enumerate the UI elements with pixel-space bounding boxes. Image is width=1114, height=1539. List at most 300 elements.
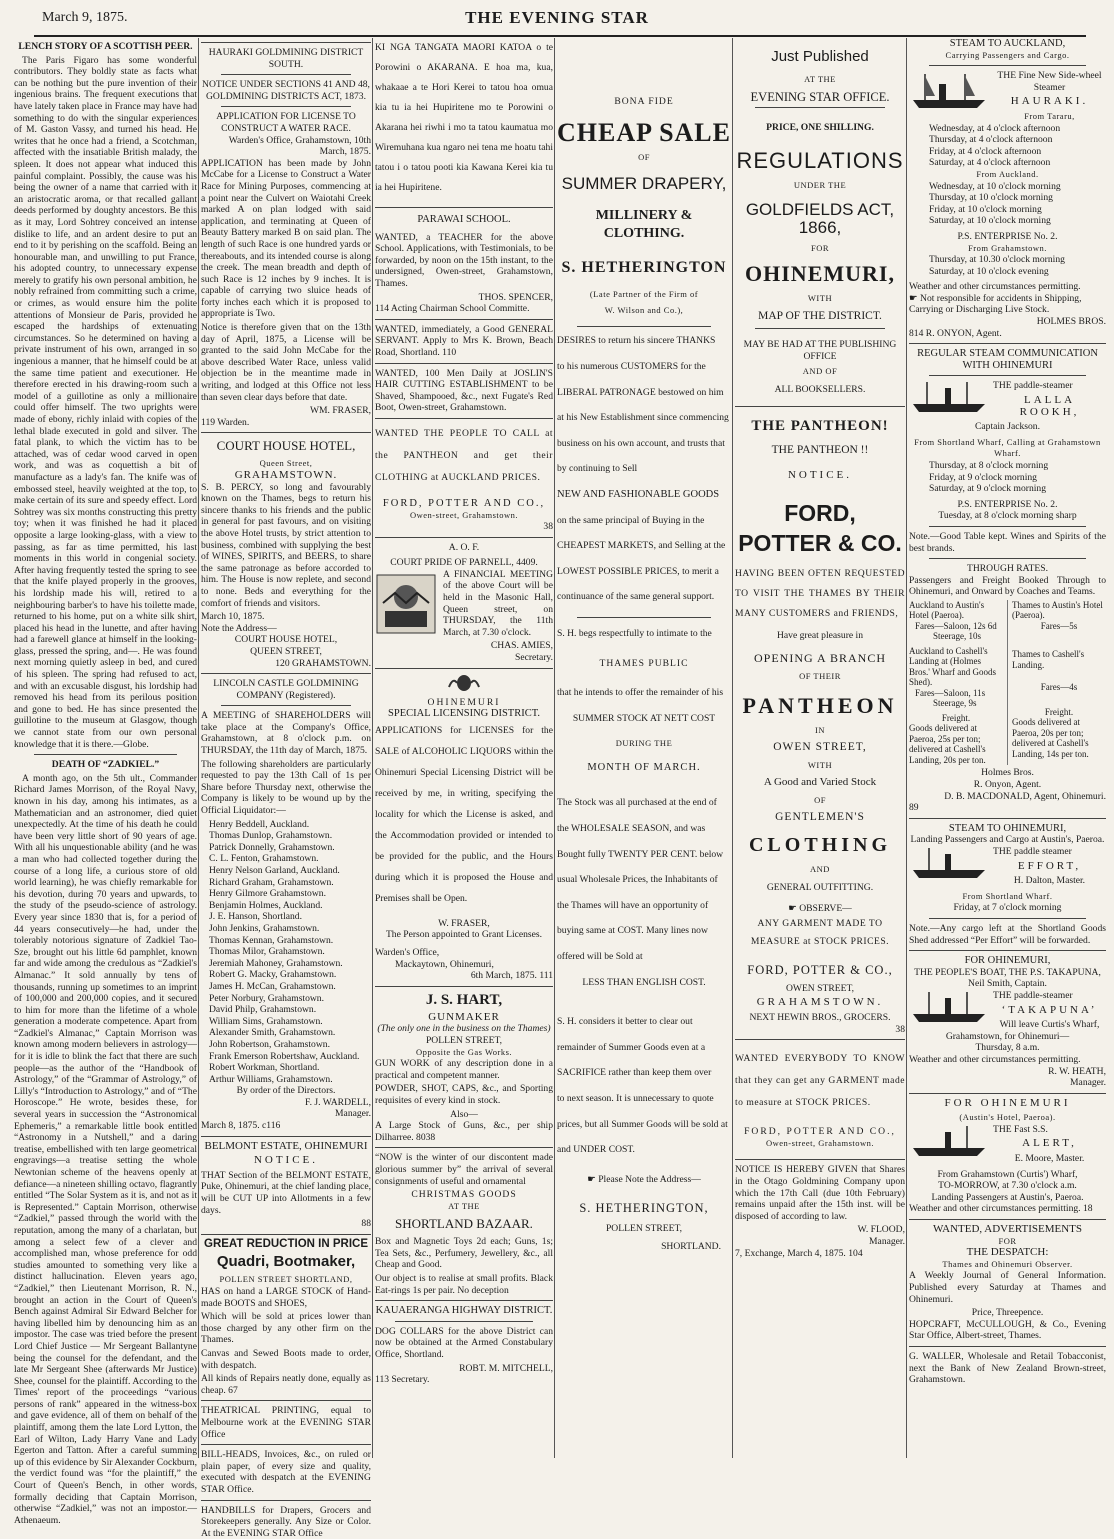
divider (221, 74, 351, 75)
ford-potter-3: FORD, POTTER AND CO., (735, 1126, 905, 1138)
considers-block (557, 1016, 731, 1156)
notice-sections: NOTICE UNDER SECTIONS 41 AND 48, GOLDMINING DISTRICTS ACT, 1873. (201, 79, 371, 102)
rates-table (909, 600, 1106, 766)
friday-time: Friday, at 7 o'clock morning (909, 902, 1106, 914)
list-item: Arthur Williams, Grahamstown. (209, 1074, 371, 1086)
column-separator (554, 38, 555, 1458)
theatrical-text: THEATRICAL PRINTING, equal to Melbourne work at the EVENING STAR Office (201, 1405, 371, 1440)
not-responsible-text: Not responsible for accidents in Shipping, Carrying or Discharging Live Stock. (909, 293, 1081, 316)
wilson: W. Wilson and Co.), (557, 305, 731, 317)
ohinemuri: OHINEMURI, (735, 261, 905, 287)
not-responsible (909, 293, 1106, 316)
auckland-times (909, 181, 1106, 227)
issue-date: March 9, 1875. (42, 10, 128, 26)
at-the: AT THE (735, 74, 905, 86)
with-label-2: WITH (735, 760, 905, 772)
secretary-line: 113 Secretary. (375, 1374, 553, 1386)
list-item: Patrick Donnelly, Grahamstown. (209, 842, 371, 854)
opposite-gasworks: Opposite the Gas Works. (375, 1047, 553, 1059)
text-line: SUMMER STOCK AT NETT COST (557, 713, 731, 725)
ford-potter-2: FORD, POTTER & CO., (735, 961, 905, 979)
list-item: Frank Emerson Robertshaw, Auckland. (209, 1051, 371, 1063)
quadri-text3: Canvas and Sewed Boots made to order, with despatch. (201, 1348, 371, 1371)
water-race-notice: Notice is therefore given that on the 13th day of April, 1875, a License will be granted to the said John McCabe for the above described Water Race, unless valid objection be in the meantime made in writing, and lodged at this Office not less than seven clear days before that date. (201, 322, 371, 403)
only-one: (The only one in the business on the Thames) (375, 1023, 553, 1035)
shareholder-list (201, 819, 371, 1086)
passengers-text: Passengers and Freight Booked Through to Ohinemuri, and Onward by Coaches and Teams. (909, 575, 1106, 598)
divider (577, 617, 711, 618)
rates-right (1008, 600, 1106, 766)
text-line: continuance of the same general support. (557, 591, 731, 603)
list-item: Thursday, at 4 o'clock afternoon (929, 134, 1106, 146)
steamship-icon (909, 990, 989, 1024)
list-item: Friday, at 10 o'clock morning (929, 204, 1106, 216)
list-item: Peter Norbury, Grahamstown. (209, 993, 371, 1005)
mitchell-signature: ROBT. M. MITCHELL, (375, 1363, 553, 1375)
teacher-text: WANTED, a TEACHER for the above School. Applications, with Testimonials, to be forwarded, by noon on the 15th instant, to the undersigned, Owen-street, Grahamstown, Thames. (375, 232, 553, 290)
death-text: A month ago, on the 5th ult., Commander Richard James Morrison, of the Royal Navy, known in his day, among his intimates, as a Mathematician and an astronomer, died quiet unexpectedly. At the time of his death he could have been very little short of 90 years of age. With all his unquestionable ability (and he was a man who had collected together during the course of a long life, a curious store of old world learning), he was chiefly remarkable for his devotion, during 70 years and upwards, to the study of the pseudo-science of astrology. Every year since 1830 that is, for a period of 44 years consecutively—he had, under the tolerably notorious signature of Zadkiel Tao-Sze, brought out his little 6d pamphlet, known far and wide among the credulous as “Zadkiel's Almanac.” It sold annually by tens of thousands, running up sometimes to an imprint of 100,000 and 200,000 copies, and it secured to him for more than the lifetime of a whole generation a moderate competence. Apart from “Zadkiel's Almanac,” Captain Morrison was known among modern believers in astrology—for it is idle to blink the fact that there are such people—as the author of the “Handbook of Astrology,” of the “Grammar of Astrology,” of Lilly's “Introduction to Astrology,” and of “The Horoscope.” He wrote, besides these, for several years in succession the “Astronomical Ephemeris,” a remarkable little book entitled “Astronomy in a Nutshell,” and a daring treatise, embellished with ten large geometrical engravings—a treatise setting the whole Newtonian scheme of the heavens openly at defiance—a nineteen shilling octavo, flagrantly entitled “The Solar System as it is, and not as it is Represented.” Captain Morrison, otherwise “Zadkiel,” passed through the world with the reputation, among the many of a charlatan, but among a select few of a clever and accomplished man, whose preference for odd studies amounted to something very like a distinct hallucination. Eleven years ago, “Zadkiel,” then Lieutenant Morrison, R. N., brought an action in the Court of Queen's Bench against Admiral Sir Edward Belcher for having libelled him by denouncing him as an impostor. The case was tried before the present Lord Chief Justice — Mr Sergeant Ballantyne being the counsel for the defendant, and the late Mr Sergeant Shee (afterwards Mr Justice) Shee, counsel for the plaintiff. According to the Times' report of the proceedings “various persons of rank” appeared in the witness-box and gave evidence, all of them on behalf of the plaintiff, among them the late Lord Lytton, the Earl of Wilton, Lady Harry Vane and Lady Egerton and Tatton. After a careful summing up of this evidence by Sir Alexander Cockburn, the verdict found was “for the plaintiff,” the Court of Queen's Bench, in other words, formally deciding that Captain Morrison, otherwise “Zadkiel,” was not an impostor.—Athenaeum. (14, 773, 197, 1527)
from-tararu: From Tararu, (909, 111, 1106, 123)
gunmaker-title: GUNMAKER (375, 1012, 553, 1024)
divider (221, 705, 351, 706)
billheads-text: BILL-HEADS, Invoices, &c., on ruled or plain paper, of every size and quality, executed with despatch at the EVENING STAR Office. (201, 1449, 371, 1495)
alert: ALERT, (909, 1138, 1106, 1150)
pointing-hand-icon: ☛ (587, 1174, 596, 1185)
column-separator (906, 38, 907, 1458)
onyon-agent-2: R. Onyon, Agent. (909, 779, 1106, 791)
divider (735, 1039, 905, 1040)
great-reduction: GREAT REDUCTION IN PRICE (201, 1239, 371, 1251)
general-outfitting: GENERAL OUTFITTING. (735, 882, 905, 894)
christmas-goods: CHRISTMAS GOODS (375, 1189, 553, 1201)
powder-text: POWDER, SHOT, CAPS, &c., and Sporting requisites of every kind in stock. (375, 1083, 553, 1106)
list-item: C. L. Fenton, Grahamstown. (209, 853, 371, 865)
column-separator (372, 38, 373, 1458)
cheap-sale: CHEAP SALE (557, 120, 731, 146)
clothing: CLOTHING (735, 832, 905, 858)
rate-line: Goods delivered at Paeroa, 20s per ton; delivered at Cashell's Landing, 14s per ton. (1012, 717, 1106, 759)
royal-arms-icon (447, 673, 481, 693)
shortland-times (909, 460, 1106, 495)
steam-to-ohinemuri: STEAM TO OHINEMURI, (909, 823, 1106, 835)
pointing-hand-icon: ☛ (788, 903, 797, 914)
list-item: Friday, at 9 o'clock morning (929, 472, 1106, 484)
newspaper-title: THE EVENING STAR (0, 8, 1114, 28)
quadri-text: HAS on hand a LARGE STOCK of Hand-made BOOTS and SHOES, (201, 1286, 371, 1309)
divider (375, 363, 553, 364)
month-of-march: MONTH OF MARCH. (557, 762, 731, 774)
observe-text: OBSERVE— (799, 903, 852, 914)
court-parnell: COURT PRIDE OF PARNELL, 4409. (375, 557, 553, 569)
goldfields-act: GOLDFIELDS ACT, 1866, (735, 201, 905, 237)
fraser-signature: W. FRASER, (375, 918, 553, 930)
aof-title: A. O. F. (375, 542, 553, 554)
will-leave: Will leave Curtis's Wharf, Grahamstown, for Ohinemuri— (909, 1019, 1106, 1042)
list-item: Thursday, at 10.30 o'clock morning (929, 254, 1106, 266)
divider (375, 207, 553, 208)
during-the: DURING THE (557, 738, 731, 750)
maori-notice (375, 38, 553, 198)
pantheon-big: PANTHEON (735, 693, 905, 719)
owen-street: OWEN STREET, (735, 742, 905, 754)
for-label: FOR (735, 243, 905, 255)
spencer-role: 114 Acting Chairman School Committe. (375, 303, 553, 315)
column-separator (732, 38, 733, 1458)
lalla-rookh: LALLA ROOKH, (909, 395, 1106, 418)
rate-line: Steerage, 10s (909, 631, 1003, 642)
order-directors: By order of the Directors. (201, 1085, 371, 1097)
ad-number: 120 GRAHAMSTOWN. (201, 658, 371, 670)
observe (735, 903, 905, 915)
carrying: Carrying Passengers and Cargo. (909, 50, 1106, 62)
please-note (557, 1174, 731, 1186)
quadri-title: Quadri, Bootmaker, (201, 1253, 371, 1271)
macdonald-agent: D. B. MACDONALD, Agent, Ohinemuri. (909, 791, 1106, 803)
austins-hotel: (Austin's Hotel, Paeroa). (909, 1112, 1106, 1124)
foresters-emblem-icon (375, 573, 437, 635)
rate-line: Fares—Saloon, 12s 6d (909, 621, 1003, 632)
divider (201, 1136, 371, 1137)
pollen-street: POLLEN STREET, (557, 1223, 731, 1235)
text-line: prices, but all Summer Goods will be sold at (557, 1119, 731, 1131)
text-line: SACRIFICE rather than keep them over (557, 1067, 731, 1079)
text-line: that he intends to offer the remainder of his (557, 687, 731, 699)
peoples-boat: THE PEOPLE'S BOAT, THE P.S. TAKAPUNA, (909, 967, 1106, 979)
column-separator (198, 38, 199, 1458)
list-item: James H. McCan, Grahamstown. (209, 981, 371, 993)
text-line: CHEAPEST MARKETS, and Selling at the (557, 540, 731, 552)
divider (201, 1400, 371, 1401)
may-be-had: MAY BE HAD AT THE PUBLISHING OFFICE (735, 339, 905, 362)
divider (909, 950, 1106, 951)
hetherington-title: S. HETHERINGTON (557, 259, 731, 277)
paddle-steamer-3: THE paddle-steamer (909, 990, 1106, 1002)
ad-number: 38 (375, 521, 553, 533)
thames-observer: Thames and Ohinemuri Observer. (909, 1259, 1106, 1271)
belmont-title: BELMONT ESTATE, OHINEMURI (201, 1141, 371, 1153)
fast-ss: THE Fast S.S. (909, 1124, 1106, 1136)
text-line: LOWEST POSSIBLE PRICES, to merit a (557, 566, 731, 578)
good-varied-stock: A Good and Varied Stock (735, 777, 905, 789)
rates-left (909, 600, 1008, 766)
note-address: Note the Address— (201, 623, 371, 635)
ford-potter-co: FORD, POTTER & CO. (735, 498, 905, 558)
water-race-text: APPLICATION has been made by John McCabe for a License to Construct a Water Race for Mining Purposes, commencing at a point near the Culvert on Waiotahi Creek marked A on plan lodged with said application, and terminating at Queen of Beauty Battery marked B on said plan. The length of such Race is one hundred yards or thereabouts, and its intended course is along the creek. The mean breadth and depth of such Race is 12 inches by 9 inches. It is capable of carrying two sluice heads of forty inches each which it is proposed to appropriate is Two. (201, 158, 371, 320)
ad-number: 119 Warden. (201, 417, 371, 429)
steamship-icon (909, 70, 989, 112)
column-1 (14, 38, 197, 1458)
pantheon-call-text: WANTED THE PEOPLE TO CALL at the PANTHEON and get their CLOTHING at AUCKLAND PRICES. (375, 423, 553, 489)
divider (375, 319, 553, 320)
death-title: DEATH OF “ZADKIEL.” (14, 759, 197, 771)
column-5 (735, 38, 905, 1458)
licenses-notice (375, 720, 553, 909)
having-text: HAVING BEEN OFTEN REQUESTED TO VISIT THE THAMES BY THEIR MANY CUSTOMERS and FRIENDS, (735, 564, 905, 624)
list-item: Wednesday, at 10 o'clock morning (929, 181, 1106, 193)
rate-line: Thames to Austin's Hotel (Paeroa). (1012, 600, 1106, 621)
rate-line: Goods delivered at Paeroa, 25s per ton; delivered at Cashell's Landing, 20s per ton. (909, 723, 1003, 765)
licenses-text: APPLICATIONS for LICENSES for the SALE of ALCOHOLIC LIQUORS within the Ohinemuri Special Licensing District will be received by me, in writing, specifying the locality for which the License is asked, and the Accommodation provided or intended to be provided for the public, and the Hours during which it is proposed the House and Premises shall be Open. (375, 720, 553, 909)
divider (755, 107, 885, 108)
court-house-hotel: COURT HOUSE HOTEL, (201, 634, 371, 646)
hetherington-address: S. HETHERINGTON, (557, 1199, 731, 1217)
divider (735, 406, 905, 407)
financial-text: A FINANCIAL MEETING of the above Court will be held in the Masonic Hall, Queen street, on THURSDAY, the 11th March, at 7.30 o'clock. (375, 569, 553, 639)
dog-collars-text: DOG COLLARS for the above District can now be obtained at the Armed Constabulary Office, Shortland. (375, 1326, 553, 1361)
from-grahamstown: From Grahamstown. (909, 243, 1106, 255)
regulations: REGULATIONS (735, 148, 905, 174)
belmont-text: THAT Section of the BELMONT ESTATE, Puke, Ohinemuri, at the chief landing place, will be CUT UP into Allotments in a few days. (201, 1170, 371, 1216)
list-item: Benjamin Holmes, Auckland. (209, 900, 371, 912)
steam-to-auckland: STEAM TO AUCKLAND, (909, 38, 1106, 50)
lincoln-title: LINCOLN CASTLE GOLDMINING COMPANY (Registered). (201, 678, 371, 701)
the-pantheon-2: THE PANTHEON !! (735, 445, 905, 457)
otago-notice: NOTICE IS HEREBY GIVEN that Shares in the Otago Goldmining Company upon which the 17th Call (due 10th February) remains unpaid after the 15th inst. will be disposed of according to law. (735, 1164, 905, 1222)
manager-title: Manager. (201, 1108, 371, 1120)
steamship-icon (909, 1124, 989, 1158)
quadri-street: POLLEN STREET SHORTLAND, (201, 1274, 371, 1286)
divider (375, 668, 553, 669)
list-item: Thursday, at 10 o'clock morning (929, 192, 1106, 204)
bazaar-text: Box and Magnetic Toys 2d each; Guns, 1s; Tea Sets, &c., Perfumery, Jewellery, &c., all Cheap and Good. (375, 1236, 553, 1271)
stock-block (557, 797, 731, 962)
weather-note: Weather and other circumstances permitting. (909, 281, 1106, 293)
text-line: NEW AND FASHIONABLE GOODS (557, 489, 731, 501)
handbills-text: HANDBILLS for Drapers, Grocers and Storekeepers generally. Any Size or Color. At the EVENING STAR Office (201, 1505, 371, 1539)
ohinemuri-title: OHINEMURI (375, 697, 553, 709)
under-the: UNDER THE (735, 180, 905, 192)
also: Also— (375, 1109, 553, 1121)
steamship-icon (909, 846, 989, 880)
maori-text: KI NGA TANGATA MAORI KATOA o te Porowini o AKARANA. E hoa ma, kua, whakaae a te Hori Kerei to tatou hoa omua kia tu ia hei Hupiritene mo te Porowini o Akarana hei riwhi i mo ta tatou kaumatua mo Wiremuhana kua ngaro nei tena me hoatu tahi tatou i o tatou pooti kia Kawana Kerei kia tu ia hei Hupiritene. (375, 38, 553, 198)
late-partner: (Late Partner of the Firm of (557, 289, 731, 301)
for-ohinemuri: FOR OHINEMURI, (909, 955, 1106, 967)
from-shortland: From Shortland Wharf, Calling at Grahamstown Wharf. (909, 437, 1106, 460)
divider (929, 526, 1086, 527)
landing-2: Landing Passengers at Austin's, Paeroa. (909, 1192, 1106, 1204)
just-published: Just Published (735, 48, 905, 66)
wardell-signature: F. J. WARDELL, (201, 1097, 371, 1109)
servant-text: WANTED, immediately, a Good GENERAL SERVANT. Apply to Mrs K. Brown, Beach Road, Shortland. 110 (375, 324, 553, 359)
made-to-measure: ANY GARMENT MADE TO MEASURE at STOCK PRICES. (735, 915, 905, 951)
pantheon-wanted (375, 423, 553, 489)
from-auckland: From Auckland. (909, 169, 1106, 181)
court-house-street: Queen Street, (201, 458, 371, 470)
weekly-text: A Weekly Journal of General Information. Published every Saturday at Thames and Ohinemuri. (909, 1270, 1106, 1305)
paddle-steamer-2: THE paddle steamer (909, 846, 1106, 858)
pollen-street: POLLEN STREET, (375, 1035, 553, 1047)
thames-public: THAMES PUBLIC (557, 658, 731, 670)
signature: WM. FRASER, (201, 405, 371, 417)
wardens-office-date: Warden's Office, Grahamstown, 10th March, 1875. (201, 135, 371, 158)
divider (909, 343, 1106, 344)
gun-text: GUN WORK of any description done in a practical and competent manner. (375, 1058, 553, 1081)
steamship-icon (909, 380, 989, 414)
divider (577, 326, 711, 327)
holmes-bros-2: Holmes Bros. (909, 767, 1106, 779)
the-despatch: THE DESPATCH: (909, 1247, 1106, 1259)
in-label: IN (735, 725, 905, 737)
list-item: Wednesday, at 4 o'clock afternoon (929, 123, 1106, 135)
hopcraft-text: HOPCRAFT, McCULLOUGH, & Co., Evening Star Office, Albert-street, Thames. (909, 1319, 1106, 1342)
manager-title: Manager. (735, 1236, 905, 1248)
divider (201, 1500, 371, 1501)
enterprise-2: P.S. ENTERPRISE No. 2. (909, 499, 1106, 511)
lalla-rookh-ad (909, 380, 1106, 418)
mackaytown: Mackaytown, Ohinemuri, (375, 959, 553, 971)
divider (201, 1444, 371, 1445)
text-line: offered will be Sold at (557, 951, 731, 963)
spencer-signature: THOS. SPENCER, (375, 292, 553, 304)
weather-note-3: Weather and other circumstances permitting. 18 (909, 1203, 1106, 1215)
with-label: WITH (735, 293, 905, 305)
queen-street: QUEEN STREET, (201, 646, 371, 658)
divider (375, 1300, 553, 1301)
list-item: Thomas Kennan, Grahamstown. (209, 935, 371, 947)
less-than-english: LESS THAN ENGLISH COST. (557, 977, 731, 989)
column-3 (375, 38, 553, 1458)
divider (909, 1219, 1106, 1220)
column-2 (201, 38, 371, 1458)
divider (34, 754, 177, 755)
list-item: Alexander Smith, Grahamstown. (209, 1027, 371, 1039)
divider (735, 1159, 905, 1160)
date-line: 6th March, 1875. 111 (375, 970, 553, 982)
text-line: to his numerous CUSTOMERS for the (557, 361, 731, 373)
from-grahamstown-2: From Grahamstown (Curtis') Wharf, (909, 1169, 1106, 1181)
fine-steamer: THE Fine New Side-wheel Steamer (909, 70, 1106, 93)
price: PRICE, ONE SHILLING. (735, 122, 905, 134)
person-appointed: The Person appointed to Grant Licenses. (375, 929, 553, 941)
list-item: J. E. Hanson, Shortland. (209, 911, 371, 923)
have-great-pleasure: Have great pleasure in (735, 630, 905, 642)
list-item: Saturday, at 10 o'clock morning (929, 215, 1106, 227)
and-label: AND (735, 864, 905, 876)
heath-signature: R. W. HEATH, (909, 1066, 1106, 1078)
notice-heading: NOTICE. (735, 470, 905, 482)
text-line: S. H. considers it better to clear out (557, 1016, 731, 1028)
text-line: DESIRES to return his sincere THANKS (557, 335, 731, 347)
wanted-everybody: WANTED EVERYBODY TO KNOW that they can get any GARMENT made to measure at STOCK PRICES. (735, 1048, 905, 1114)
ad-number: 89 (909, 802, 1106, 814)
text-line: Bought fully TWENTY PER CENT. below (557, 849, 731, 861)
grahamstown: GRAHAMSTOWN. (735, 997, 905, 1009)
divider (221, 106, 351, 107)
grahamstown-times (909, 254, 1106, 277)
text-line: usual Wholesale Prices, the Inhabitants of (557, 874, 731, 886)
hauraki-title: HAURAKI GOLDMINING DISTRICT SOUTH. (201, 47, 371, 70)
list-item: Henry Nelson Garland, Auckland. (209, 865, 371, 877)
column-6 (909, 38, 1106, 1458)
effort-ad (909, 846, 1106, 872)
onyon-agent: 814 R. ONYON, Agent. (909, 328, 1106, 340)
amies-signature: CHAS. AMIES, (375, 640, 553, 652)
opening-branch: OPENING A BRANCH (735, 653, 905, 665)
hauraki-name: HAURAKI. (909, 96, 1106, 108)
divider (929, 558, 1086, 559)
list-item: Robert Workman, Shortland. (209, 1062, 371, 1074)
the-pantheon: THE PANTHEON! (735, 417, 905, 435)
lincoln-text: A MEETING of SHAREHOLDERS will take place at the Company's Office, Grahamstown, at 8 o'clock p.m. on THURSDAY, the 11th day of March, 1875. (201, 710, 371, 756)
rate-line: Steerage, 9s (909, 698, 1003, 709)
note-table: Note.—Good Table kept. Wines and Spirits of the best brands. (909, 531, 1106, 554)
captain-jackson: Captain Jackson. (909, 421, 1106, 433)
takapuna-ad (909, 990, 1106, 1016)
effort: EFFORT, (909, 861, 1106, 873)
text-line: on the same principal of Buying in the (557, 515, 731, 527)
percy-date: March 10, 1875. (201, 611, 371, 623)
list-item: Thomas Milor, Grahamstown. (209, 946, 371, 958)
text-line: the Thames will have an opportunity of (557, 900, 731, 912)
text-line: at his New Establishment since commencing (557, 412, 731, 424)
owen-street: Owen-street, Grahamstown. (375, 510, 553, 522)
text-line: remainder of Summer Goods even at a (557, 1042, 731, 1054)
desires-block (557, 335, 731, 603)
divider (755, 328, 885, 329)
text-line: by continuing to Sell (557, 463, 731, 475)
bona-fide: BONA FIDE (557, 96, 731, 108)
court-house-town: GRAHAMSTOWN. (201, 470, 371, 482)
ford-potter: FORD, POTTER AND CO., (375, 498, 553, 510)
dalton-master: H. Dalton, Master. (909, 875, 1106, 887)
financial-meeting (375, 569, 553, 639)
holmes-bros: HOLMES BROS. (909, 316, 1106, 328)
wanted-ads: WANTED, ADVERTISEMENTS (909, 1224, 1106, 1236)
masthead (0, 0, 1114, 34)
rate-line: Auckland to Austin's Hotel (Paeroa). (909, 600, 1003, 621)
story-title: LENCH STORY OF A SCOTTISH PEER. (14, 41, 197, 53)
list-item: Saturday, at 10 o'clock evening (929, 266, 1106, 278)
flood-signature: W. FLOOD, (735, 1224, 905, 1236)
court-house-title: COURT HOUSE HOTEL, (201, 437, 371, 455)
list-item: Robert G. Macky, Grahamstown. (209, 969, 371, 981)
for-ohinemuri-2: FOR OHINEMURI (909, 1098, 1106, 1110)
list-item: Saturday, at 4 o'clock afternoon (929, 157, 1106, 169)
divider (929, 918, 1086, 919)
waller-text: G. WALLER, Wholesale and Retail Tobacconist, next the Bank of New Zealand Brown-street, Grahamstown. (909, 1351, 1106, 1386)
masthead-rule (34, 35, 1086, 37)
divider (395, 1321, 533, 1322)
owen-street-3: Owen-street, Grahamstown. (735, 1138, 905, 1150)
please-note-text: Please Note the Address— (598, 1174, 701, 1185)
tuesday-time: Tuesday, at 8 o'clock morning sharp (909, 510, 1106, 522)
summer-drapery: SUMMER DRAPERY, (557, 175, 731, 193)
water-race-title: APPLICATION FOR LICENSE TO CONSTRUCT A WATER RACE. (201, 111, 371, 134)
divider (909, 818, 1106, 819)
kauaeranga-title: KAUAERANGA HIGHWAY DISTRICT. (375, 1305, 553, 1317)
evening-star-office: EVENING STAR OFFICE. (735, 92, 905, 104)
weather-note-2: Weather and other circumstances permitting. (909, 1054, 1106, 1066)
enterprise: P.S. ENTERPRISE No. 2. (909, 231, 1106, 243)
list-item: Thomas Dunlop, Grahamstown. (209, 830, 371, 842)
ad-number: 38 (735, 1024, 905, 1036)
joslin-text: WANTED, 100 Men Daily at JOSLIN'S HAIR CUTTING ESTABLISHMENT to be Shaved, Shampooed, &c., next Fugate's Red Boot, Owen-street, Grahamstown. (375, 368, 553, 414)
text-line: the WHOLESALE SEASON, and was (557, 823, 731, 835)
text-line: The Stock was all purchased at the end of (557, 797, 731, 809)
for-label: FOR (909, 1236, 1106, 1248)
wardens-office: Warden's Office, (375, 947, 553, 959)
pointing-hand-icon: ☛ (909, 293, 918, 304)
list-item: Saturday, at 9 o'clock morning (929, 483, 1106, 495)
notice-heading: NOTICE. (201, 1155, 371, 1167)
tararu-times (909, 123, 1106, 169)
note-cargo: Note.—Any cargo left at the Shortland Goods Shed addressed “Per Effort” will be forwarded. (909, 923, 1106, 946)
begs-text: S. H. begs respectfully to intimate to the (557, 628, 731, 640)
list-item: Thursday, at 8 o'clock morning (929, 460, 1106, 472)
divider (375, 1147, 553, 1148)
exchange-date: 7, Exchange, March 4, 1875. 104 (735, 1248, 905, 1260)
lincoln-text2: The following shareholders are particularly requested to pay the 13th Call of 1s per Share before Thursday next, otherwise the Company is likely to be wound up by the Official Liquidator:— (201, 759, 371, 817)
